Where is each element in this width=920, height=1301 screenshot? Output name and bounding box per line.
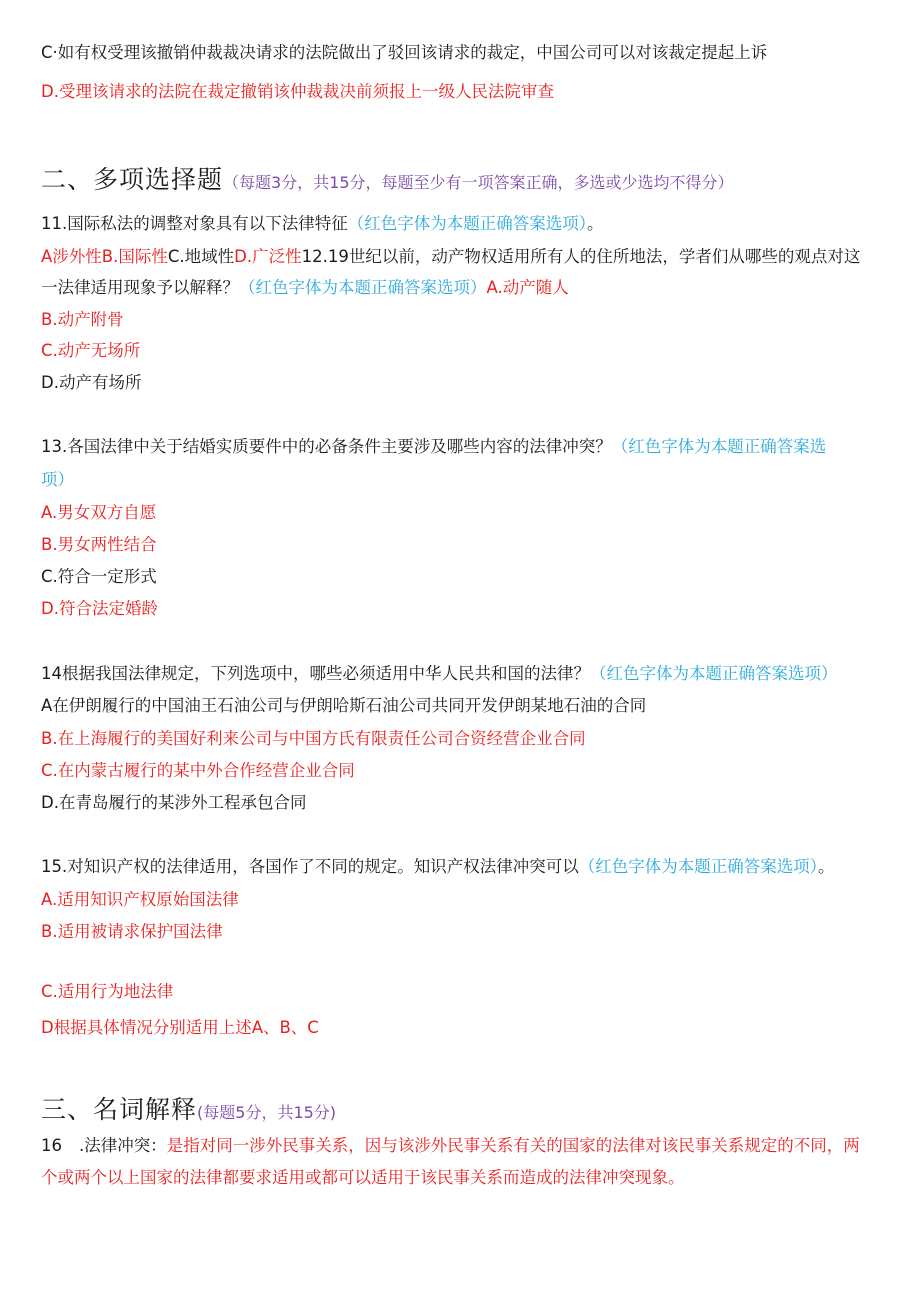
question-12-stem-line2 bbox=[41, 277, 569, 299]
option-c: C.符合一定形式 bbox=[41, 567, 157, 586]
option-a: A在伊朗履行的中国油王石油公司与伊朗哈斯石油公司共同开发伊朗某地石油的合同 bbox=[41, 696, 647, 715]
question-12-stem: 12.19世纪以前，动产物权适用所有人的住所地法，学者们从哪些的观点对这 bbox=[301, 247, 861, 266]
definition-answer-cont: 个或两个以上国家的法律都要求适用或都可以适用于该民事关系而造成的法律冲突现象。 bbox=[41, 1168, 685, 1187]
section-heading-term-definitions bbox=[41, 1094, 336, 1129]
answer-hint: （红色字体为本题正确答案选项） bbox=[578, 857, 818, 876]
answer-hint: （红色字体为本题正确答案选 bbox=[611, 437, 827, 456]
option-d-prev: D.受理该请求的法院在裁定撤销该仲裁裁决前须报上一级人民法院审查 bbox=[41, 82, 554, 101]
option-b: B.国际性 bbox=[101, 247, 168, 266]
answer-hint: （红色字体为本题正确答案选项） bbox=[590, 664, 838, 683]
question-stem: 一法律适用现象予以解释？ bbox=[41, 278, 239, 297]
question-11-options-row bbox=[41, 246, 860, 268]
question-stem: 11.国际私法的调整对象具有以下法律特征 bbox=[41, 214, 348, 233]
option-a: A.男女双方自愿 bbox=[41, 503, 157, 522]
section-note: （每题3分，共15分，每题至少有一项答案正确，多选或少选均不得分） bbox=[223, 173, 734, 192]
section-heading-multiple-choice bbox=[41, 164, 734, 199]
option-b: B.适用被请求保护国法律 bbox=[41, 922, 223, 941]
option-a: A.动产随人 bbox=[486, 278, 569, 297]
question-stem: 15.对知识产权的法律适用，各国作了不同的规定。知识产权法律冲突可以 bbox=[41, 857, 579, 876]
option-c: C.在内蒙古履行的某中外合作经营企业合同 bbox=[41, 761, 355, 780]
option-c: C.动产无场所 bbox=[41, 341, 141, 360]
option-d: D.符合法定婚龄 bbox=[41, 599, 158, 618]
option-d: D.在青岛履行的某涉外工程承包合同 bbox=[41, 793, 307, 812]
question-11 bbox=[41, 213, 604, 235]
section-title: 二、多项选择题 bbox=[41, 165, 224, 194]
option-b: B.男女两性结合 bbox=[41, 535, 157, 554]
question-number: 16 bbox=[41, 1136, 62, 1155]
question-14 bbox=[41, 663, 838, 685]
answer-hint: （红色字体为本题正确答案选项） bbox=[239, 278, 487, 297]
option-d: D根据具体情况分别适用上述A、B、C bbox=[41, 1018, 319, 1037]
section-note: (每题5分，共15分) bbox=[197, 1103, 337, 1122]
question-16 bbox=[41, 1135, 860, 1157]
definition-answer: 是指对同一涉外民事关系，因与该涉外民事关系有关的国家的法律对该民事关系规定的不同，两 bbox=[166, 1136, 860, 1155]
option-d: D.广泛性 bbox=[234, 247, 302, 266]
question-15 bbox=[41, 856, 835, 878]
option-c: C.适用行为地法律 bbox=[41, 982, 174, 1001]
option-c-prev: C·如有权受理该撤销仲裁裁决请求的法院做出了驳回该请求的裁定，中国公司可以对该裁定提起上诉 bbox=[41, 43, 768, 62]
question-stem: 13.各国法律中关于结婚实质要件中的必备条件主要涉及哪些内容的法律冲突？ bbox=[41, 437, 612, 456]
option-a: A涉外性 bbox=[41, 247, 102, 266]
question-end: 。 bbox=[587, 214, 604, 233]
term: .法律冲突： bbox=[79, 1136, 167, 1155]
answer-hint: （红色字体为本题正确答案选项） bbox=[347, 214, 587, 233]
option-b: B.动产附骨 bbox=[41, 310, 124, 329]
question-13 bbox=[41, 436, 826, 458]
question-end: 。 bbox=[818, 857, 835, 876]
option-b: B.在上海履行的美国好利来公司与中国方氏有限责任公司合资经营企业合同 bbox=[41, 729, 586, 748]
option-a: A.适用知识产权原始国法律 bbox=[41, 890, 239, 909]
question-stem: 14根据我国法律规定，下列选项中，哪些必须适用中华人民共和国的法律？ bbox=[41, 664, 590, 683]
section-title: 三、名词解释 bbox=[41, 1095, 198, 1124]
option-d: D.动产有场所 bbox=[41, 373, 142, 392]
answer-hint-cont: 项） bbox=[41, 470, 74, 489]
option-c: C.地域性 bbox=[167, 247, 235, 266]
